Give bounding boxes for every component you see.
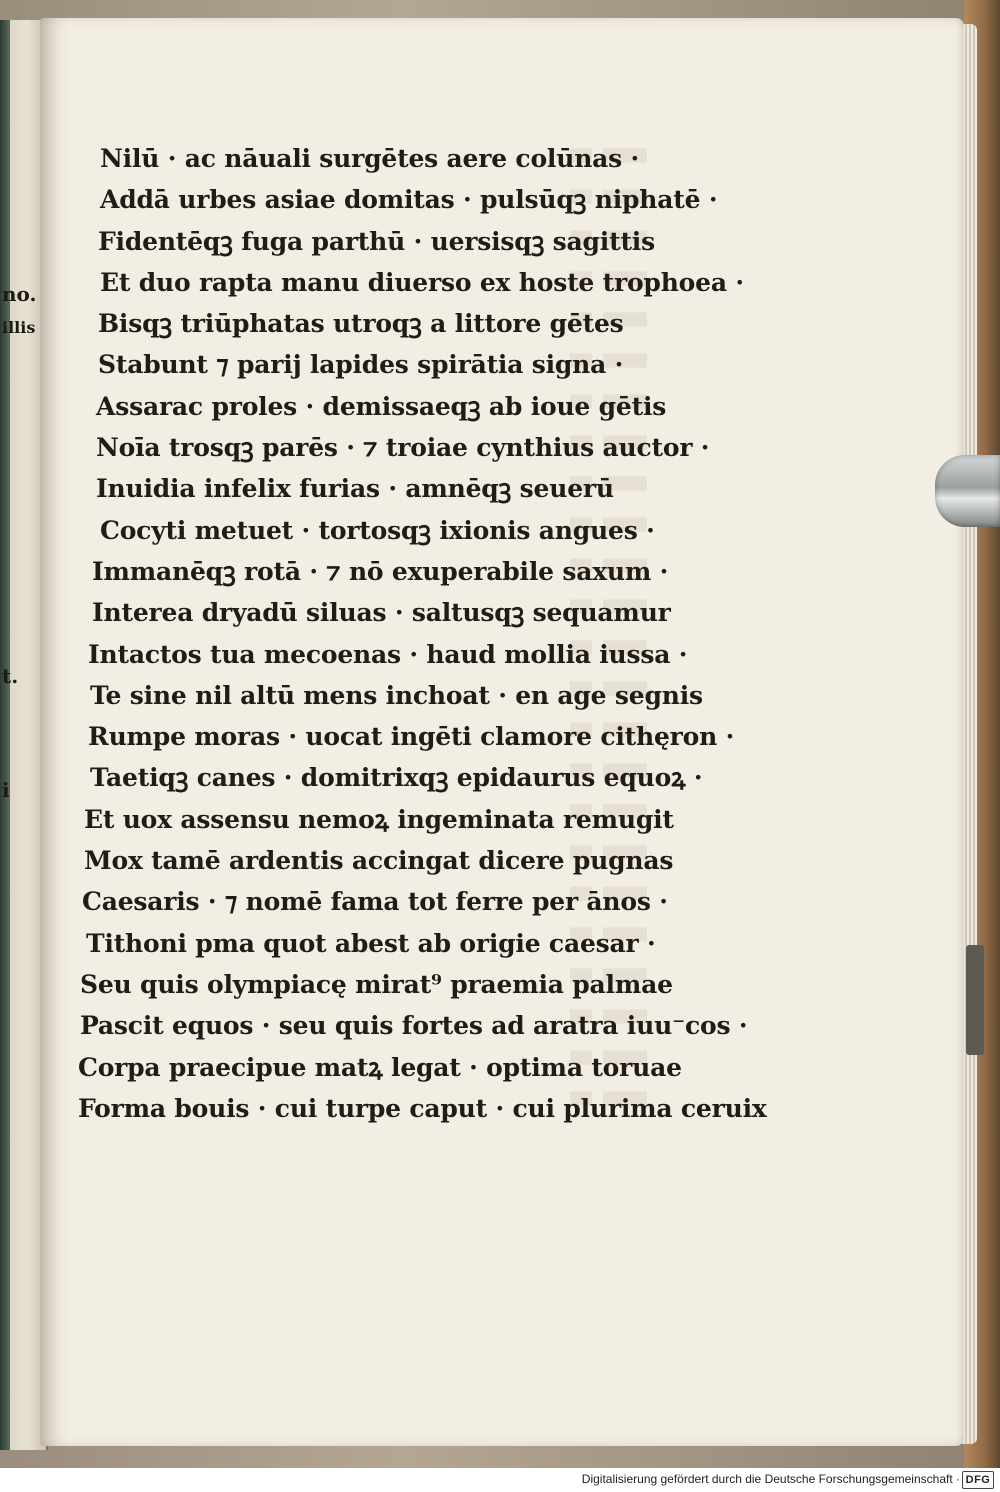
verse-line: Assarac proles · demissaeqꝫ ab ioue gētis — [96, 391, 667, 421]
verse-line: Stabunt ⁊ parij lapides spirātia signa · — [98, 350, 624, 380]
verse-line: Bisqꝫ triūphatas utroqꝫ a littore gētes — [98, 309, 624, 339]
left-page-fragment: i — [2, 778, 10, 802]
verse-line: Immanēqꝫ rotā · ⁊ nō exuperabile saxum · — [92, 556, 669, 586]
verse-line: Et duo rapta manu diuerso ex hoste trophoea · — [100, 267, 744, 297]
verse-line: Forma bouis · cui turpe caput · cui plurima ceruix — [78, 1093, 767, 1123]
verse-line: Taetiqꝫ canes · domitrixqꝫ epidaurus equoꝝ · — [90, 763, 703, 793]
left-page-fragment: illis — [2, 318, 36, 337]
verse-line: Corpa praecipue matꝝ legat · optima toruae — [78, 1052, 682, 1082]
verse-line: Rumpe moras · uocat ingēti clamore cithęron · — [88, 722, 735, 752]
verse-line: Interea dryadū siluas · saltusqꝫ sequamur — [92, 598, 671, 628]
funding-notice: Digitalisierung gefördert durch die Deutsche Forschungsgemeinschaft · — [581, 1472, 960, 1486]
metal-page-clip — [935, 455, 1000, 527]
verse-line: Intactos tua mecoenas · haud mollia iussa · — [88, 639, 688, 669]
verse-line: Fidentēqꝫ fuga parthū · uersisqꝫ sagittis — [98, 226, 655, 256]
verse-line: Pascit equos · seu quis fortes ad aratra iuu⁻cos · — [80, 1011, 748, 1041]
left-page-fragment: t. — [2, 664, 19, 688]
bookmark-tab — [966, 945, 984, 1055]
dfg-logo-icon: DFG — [962, 1471, 994, 1489]
verse-line: Addā urbes asiae domitas · pulsūqꝫ niphatē · — [100, 185, 718, 215]
verse-line: Tithoni pma quot abest ab origie caesar · — [86, 928, 656, 958]
verse-line: Cocyti metuet · tortosqꝫ ixionis angues · — [100, 515, 655, 545]
verse-line: Mox tamē ardentis accingat dicere pugnas — [84, 846, 674, 876]
left-cover-edge — [0, 20, 10, 1450]
verse-block — [78, 138, 767, 1129]
verse-line: Te sine nil altū mens inchoat · en age segnis — [90, 680, 703, 710]
left-page-fragment: no. — [2, 282, 37, 306]
verse-line: Et uox assensu nemoꝝ ingeminata remugit — [84, 804, 674, 834]
verse-line: Seu quis olympiacę mirat⁹ praemia palmae — [80, 969, 673, 999]
verse-line: Noīa trosqꝫ parēs · ⁊ troiae cynthius auctor · — [96, 433, 710, 463]
footer-bar — [0, 1468, 1000, 1492]
verse-line: Nilū · ac nāuali surgētes aere colūnas · — [100, 144, 640, 173]
verse-line: Caesaris · ⁊ nomē fama tot ferre per ānos · — [82, 887, 668, 917]
verse-line: Inuidia infelix furias · amnēqꝫ seuerū — [96, 474, 614, 504]
